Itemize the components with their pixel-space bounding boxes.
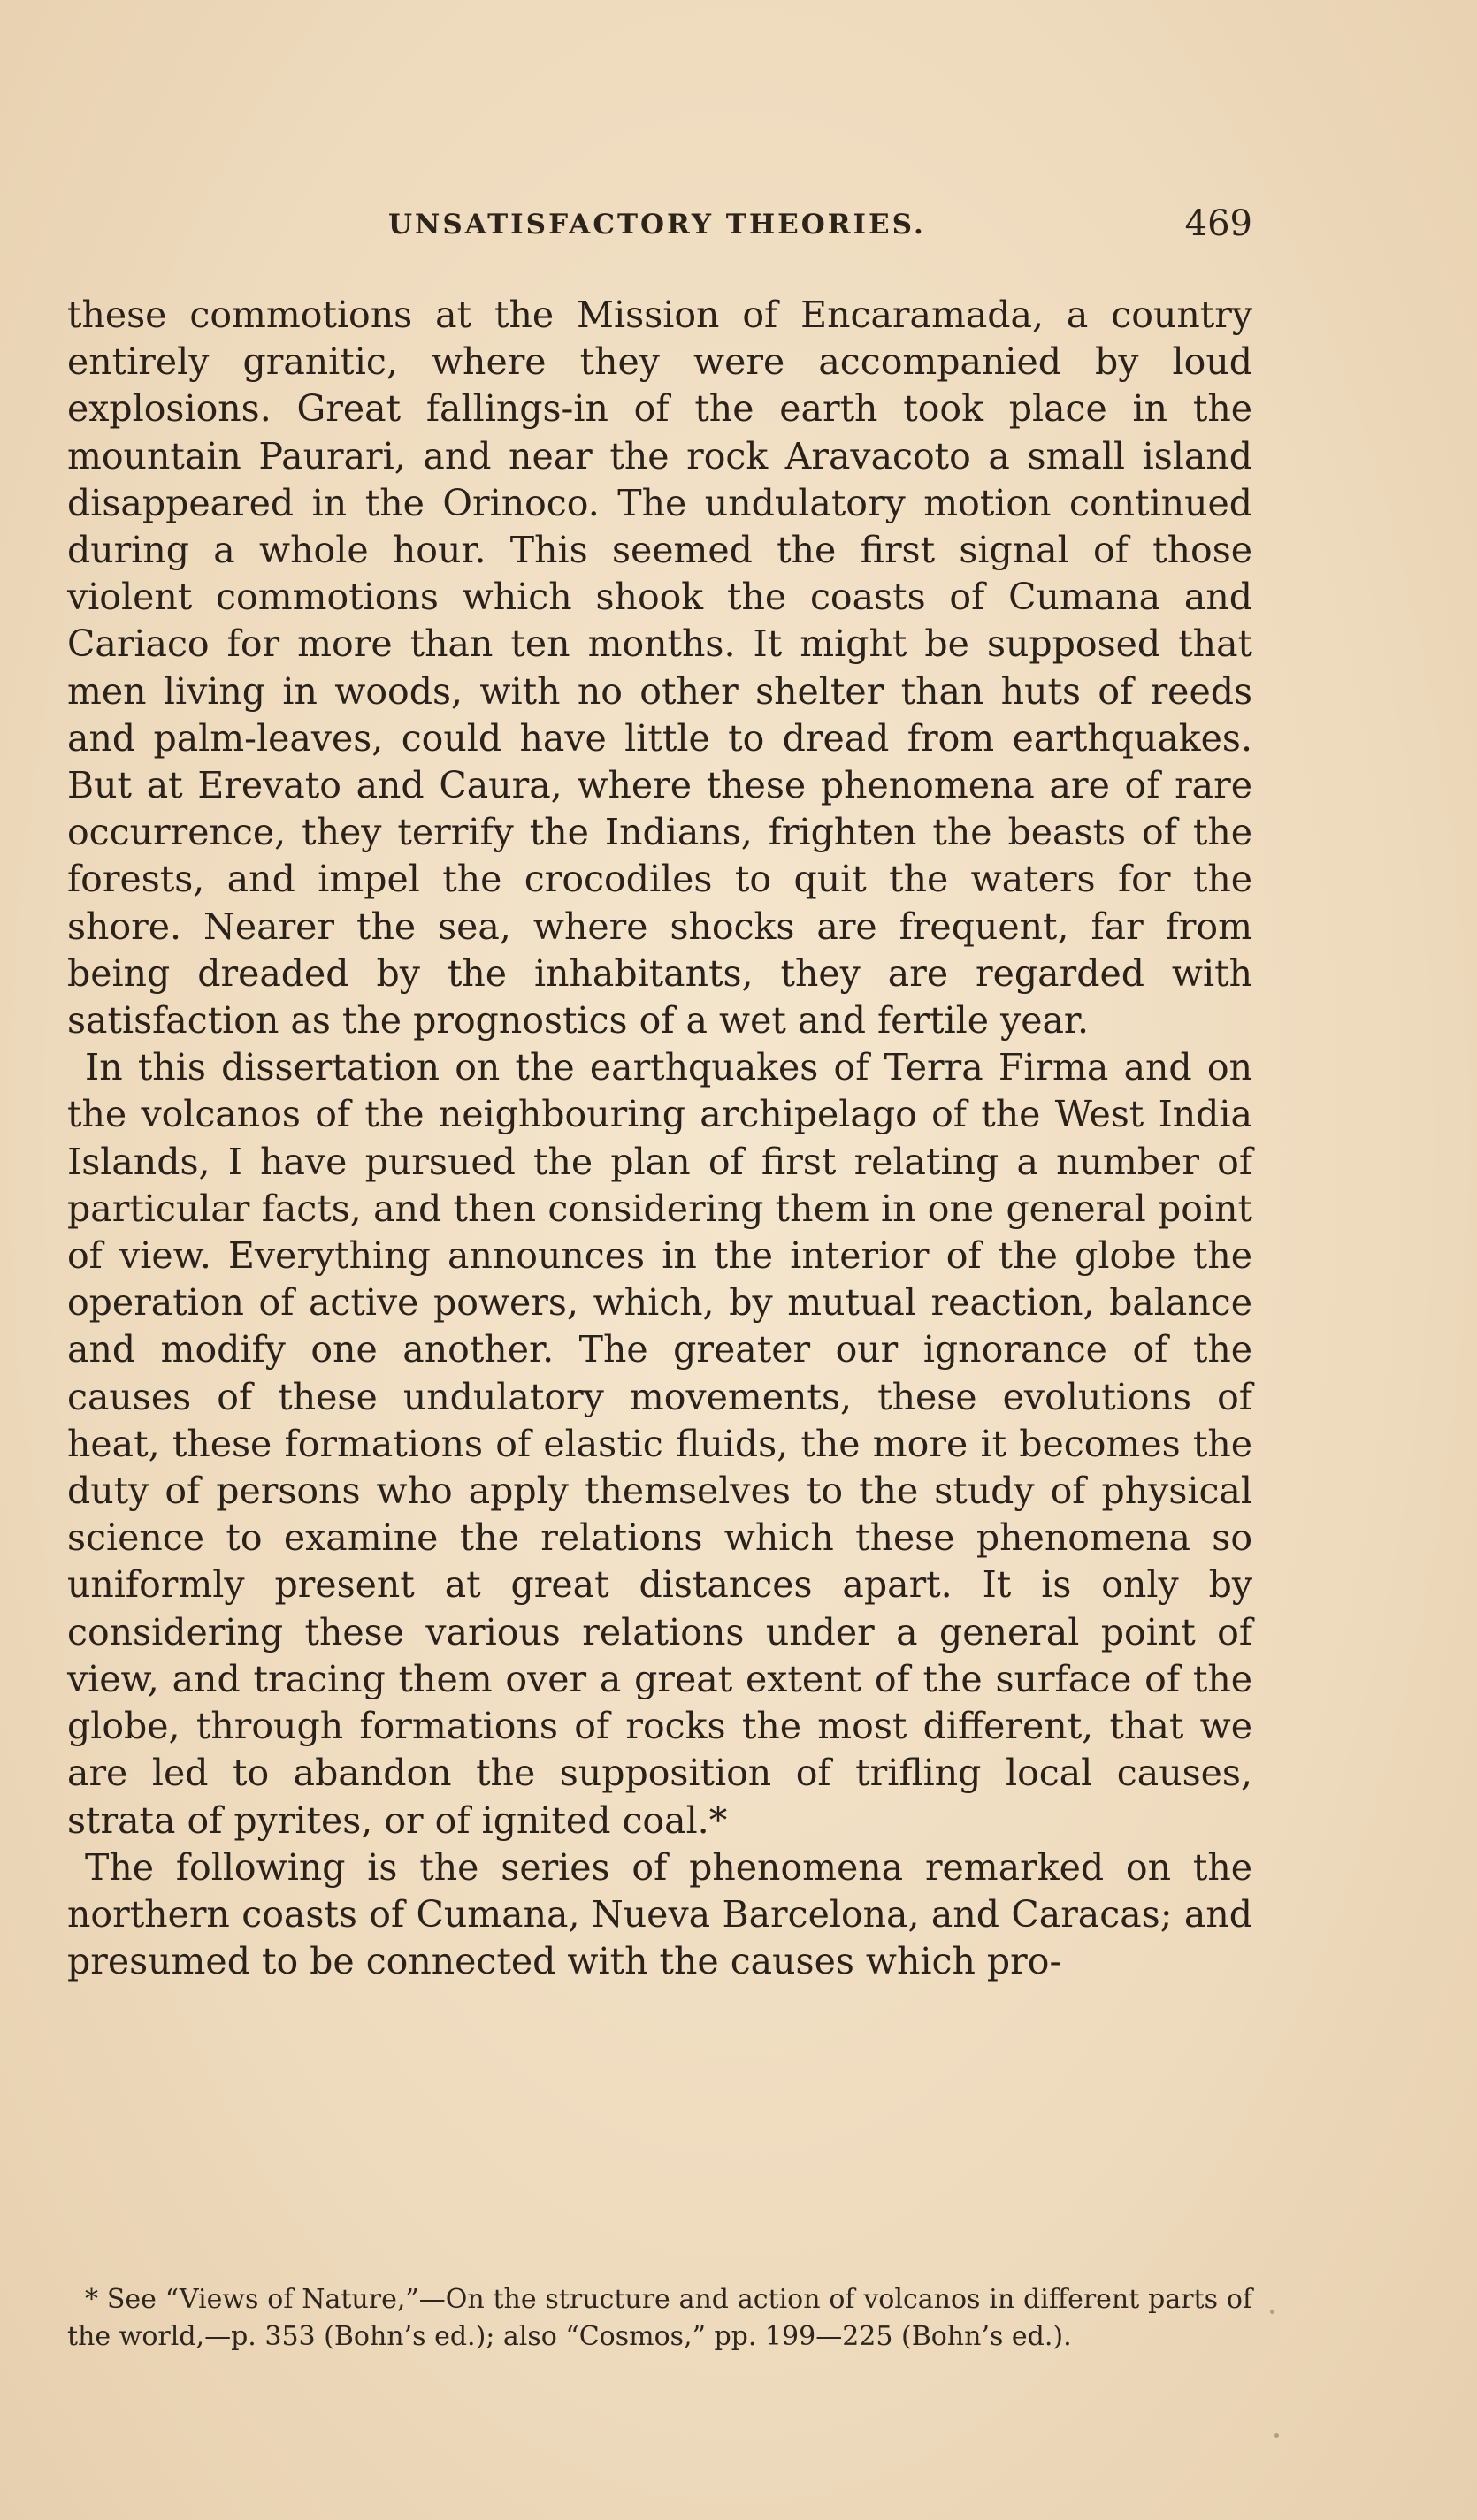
page-header [67,203,1252,253]
paper-speck [1270,2310,1274,2314]
footnote [67,2281,1252,2356]
page-number: 469 [1184,203,1252,244]
paragraph-dissertation: In this dissertation on the earthquakes of Terra Firma and on the volcanos of the neighbouring archipelago of the West India Islands, I have pursued the plan of first relating a number of particular facts, and then considering them in one general point of view. Everything announces in the interior of the globe the operation of active powers, which, by mutual reaction, balance and modify one another. The greater our ignorance of the causes of these undulatory movements, these evolutions of heat, these formations of elastic fluids, the more it becomes the duty of persons who apply themselves to the study of physical science to examine the relations which these phenomena so uniformly present at great distances apart. It is only by considering these various relations under a general point of view, and tracing them over a great extent of the surface of the globe, through formations of rocks the most different, that we are led to abandon the supposition of trifling local causes, strata of pyrites, or of ignited coal.* [67,1046,1252,1842]
footnote-marker: * [85,2284,98,2315]
running-head: UNSATISFACTORY THEORIES. [388,209,926,241]
body-text [67,292,1252,1985]
paragraph-continuation: these commotions at the Mission of Encaramada, a country entirely granitic, where they were accompanied by loud explosions. Great fallings-in of the earth took place in the mountain Paurari, and near the rock Aravacoto a small island disappeared in the Orinoco. The undulatory motion continued during a whole hour. This seemed the first signal of those violent commotions which shook the coasts of Cumana and Cariaco for more than ten months. It might be supposed that men living in woods, with no other shelter than huts of reeds and palm-leaves, could have little to dread from earthquakes. But at Erevato and Caura, where these phenomena are of rare occurrence, they terrify the Indians, frighten the beasts of the forests, and impel the crocodiles to quit the waters for the shore. Nearer the sea, where shocks are frequent, far from being dreaded by the inhabitants, they are regarded with satisfaction as the prognostics of a wet and fertile year. [67,294,1252,1042]
footnote-text: See “Views of Nature,”—On the structure and action of volcanos in different parts of the world,—p. 353 (Bohn’s ed.); also “Cosmos,” pp. 199—225 (Bohn’s ed.). [67,2284,1252,2352]
paragraph-series: The following is the series of phenomena remarked on the northern coasts of Cumana, Nueva Barcelona, and Caracas; and presumed to be connected with the causes which pro- [67,1845,1252,1983]
paper-speck [1274,2433,1279,2438]
